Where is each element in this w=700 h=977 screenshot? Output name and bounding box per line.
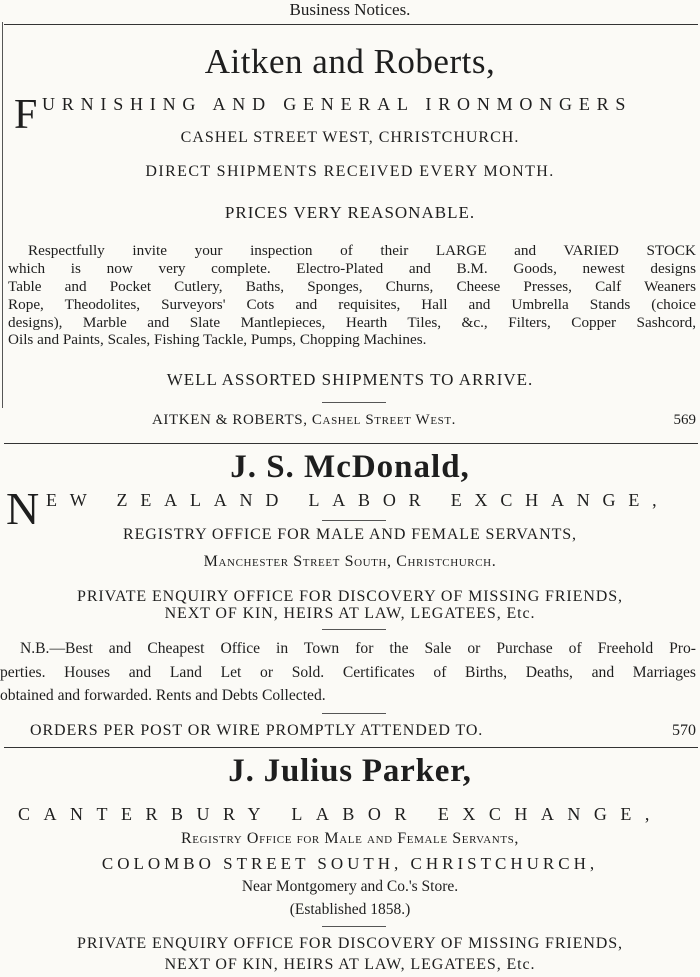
ad1-address: CASHEL STREET WEST, CHRISTCHURCH. (180, 129, 520, 146)
ad3-trade: CANTERBURY LABOR EXCHANGE, (18, 804, 663, 824)
ad2-body-line-1: N.B.—Best and Cheapest Office in Town for the Sale or Purchase of Freehold Pro- (20, 640, 696, 657)
ad1-signature-address: Cashel Street West. (311, 412, 457, 428)
section-header: Business Notices. (289, 0, 411, 19)
ad2-enquiry-line-2: NEXT OF KIN, HEIRS AT LAW, LEGATEES, Etc. (164, 605, 536, 622)
ad2-trade: EW ZEALAND LABOR EXCHANGE, (46, 490, 670, 510)
ad1-prices: PRICES VERY REASONABLE. (224, 203, 476, 222)
ad2-dropcap: N (6, 483, 40, 534)
ad3-near: Near Montgomery and Co.'s Store. (241, 878, 459, 895)
ad2-address: Manchester Street South, Christchurch. (203, 553, 497, 570)
ad2-short-rule-3 (322, 713, 386, 714)
ad1-shipments: DIRECT SHIPMENTS RECEIVED EVERY MONTH. (145, 163, 555, 180)
ad2-body-line-2: perties. Houses and Land Let or Sold. Certificates of Births, Deaths, and Marriages (0, 664, 696, 681)
ad2-enquiry-line-1: PRIVATE ENQUIRY OFFICE FOR DISCOVERY OF MISSING FRIENDS, (77, 588, 623, 605)
ad1-name: Aitken and Roberts, (204, 42, 496, 81)
ad2-registry: REGISTRY OFFICE FOR MALE AND FEMALE SERVANTS, (123, 526, 577, 543)
ad2-name: J. S. McDonald, (230, 449, 470, 485)
ad1-bottom-rule (4, 443, 698, 444)
ad1-signature-name: AITKEN & ROBERTS, (152, 412, 308, 428)
ad2-short-rule-2 (322, 629, 386, 630)
ad1-number: 569 (673, 412, 696, 428)
ad1-signature (152, 412, 456, 429)
ad1-dropcap: F (14, 92, 38, 138)
ad3-name: J. Julius Parker, (228, 753, 472, 789)
ad1-body-line-2: which is now very complete. Electro-Plated and B.M. Goods, newest designs (8, 260, 696, 277)
ad2-bottom-rule (4, 747, 698, 748)
ad1-body-line-3: Table and Pocket Cutlery, Baths, Sponges, Churns, Cheese Presses, Calf Weaners (8, 278, 696, 295)
ad2-short-rule-1 (322, 520, 386, 521)
ad2-number: 570 (672, 722, 696, 739)
ad1-body-line-6: Oils and Paints, Scales, Fishing Tackle, Pumps, Chopping Machines. (8, 331, 427, 348)
ad3-established: (Established 1858.) (289, 901, 411, 918)
ad1-trade: URNISHING AND GENERAL IRONMONGERS (42, 94, 633, 114)
ad1-body-line-1: Respectfully invite your inspection of their LARGE and VARIED STOCK (28, 242, 696, 259)
header-rule (4, 24, 698, 25)
ad3-registry: Registry Office for Male and Female Servants, (181, 830, 519, 847)
ad2-orders: ORDERS PER POST OR WIRE PROMPTLY ATTENDED TO. (30, 722, 484, 739)
ad1-body-line-4: Rope, Theodolites, Surveyors' Cots and requisites, Hall and Umbrella Stands (choice (8, 296, 696, 313)
ad1-short-rule (322, 402, 386, 403)
ad2-body-line-3: obtained and forwarded. Rents and Debts Collected. (0, 687, 326, 704)
ad3-enquiry-line-1: PRIVATE ENQUIRY OFFICE FOR DISCOVERY OF MISSING FRIENDS, (77, 935, 623, 952)
ad3-enquiry-line-2: NEXT OF KIN, HEIRS AT LAW, LEGATEES, Etc. (164, 956, 536, 973)
ad3-short-rule (322, 926, 386, 927)
ad1-arriving: WELL ASSORTED SHIPMENTS TO ARRIVE. (166, 370, 534, 389)
ad1-body-line-5: designs), Marble and Slate Mantlepieces, Hearth Tiles, &c., Filters, Copper Sashcord, (8, 314, 696, 331)
ad3-address: COLOMBO STREET SOUTH, CHRISTCHURCH, (101, 854, 599, 873)
